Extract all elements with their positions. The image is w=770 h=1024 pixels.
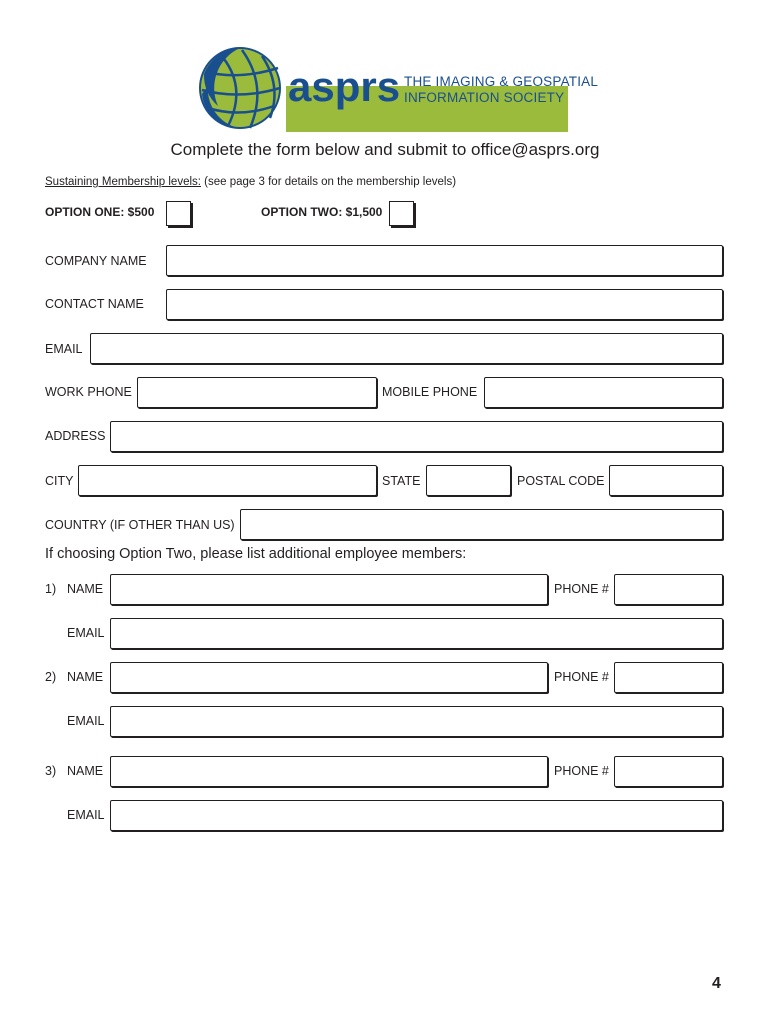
option-one-checkbox[interactable] [166,201,191,226]
postal-code-label: POSTAL CODE [517,474,605,488]
option-two-label: OPTION TWO: $1,500 [261,205,383,219]
intro-text: Complete the form below and submit to office@asprs.org [170,140,600,159]
employee-1-name-label: NAME [67,582,104,596]
employee-2-name-label: NAME [67,670,104,684]
country-field[interactable] [240,509,723,540]
work-phone-label: WORK PHONE [45,385,132,399]
city-label: CITY [45,474,74,488]
email-label: EMAIL [45,342,83,356]
address-label: ADDRESS [45,429,106,443]
employees-heading: If choosing Option Two, please list additional employee members: [45,546,467,562]
employee-3-phone-label: PHONE # [554,764,609,778]
option-two-checkbox[interactable] [389,201,414,226]
employee-1-number: 1) [45,582,57,596]
employee-2-name-field[interactable] [110,662,548,693]
contact-name-field[interactable] [166,289,723,320]
mobile-phone-label: MOBILE PHONE [382,385,478,399]
employee-1-email-label: EMAIL [67,626,105,640]
employee-2-number: 2) [45,670,57,684]
employee-3-number: 3) [45,764,57,778]
option-one-label: OPTION ONE: $500 [45,205,155,219]
levels-note: (see page 3 for details on the membership levels) [204,176,457,188]
mobile-phone-field[interactable] [484,377,723,408]
employee-2-email-field[interactable] [110,706,723,737]
employee-1-phone-field[interactable] [614,574,723,605]
employee-2-phone-field[interactable] [614,662,723,693]
employee-3-phone-field[interactable] [614,756,723,787]
page-number: 4 [712,975,721,992]
employee-2-phone-label: PHONE # [554,670,609,684]
employee-1-email-field[interactable] [110,618,723,649]
brand-name: asprs [288,63,401,110]
email-field[interactable] [90,333,723,364]
membership-levels-note [45,176,456,188]
employee-3-name-field[interactable] [110,756,548,787]
city-field[interactable] [78,465,377,496]
contact-name-label: CONTACT NAME [45,297,144,311]
address-field[interactable] [110,421,723,452]
country-label: COUNTRY (IF OTHER THAN US) [45,518,235,532]
employee-3-email-label: EMAIL [67,808,105,822]
levels-label: Sustaining Membership levels: [45,176,201,188]
company-name-label: COMPANY NAME [45,254,147,268]
employee-2-email-label: EMAIL [67,714,105,728]
tagline-line-1: THE IMAGING & GEOSPATIAL [404,74,599,89]
employee-3-name-label: NAME [67,764,104,778]
work-phone-field[interactable] [137,377,377,408]
employee-3-email-field[interactable] [110,800,723,831]
tagline-line-2: INFORMATION SOCIETY [404,90,565,105]
postal-code-field[interactable] [609,465,723,496]
state-label: STATE [382,474,421,488]
company-name-field[interactable] [166,245,723,276]
employee-1-phone-label: PHONE # [554,582,609,596]
employee-1-name-field[interactable] [110,574,548,605]
state-field[interactable] [426,465,511,496]
